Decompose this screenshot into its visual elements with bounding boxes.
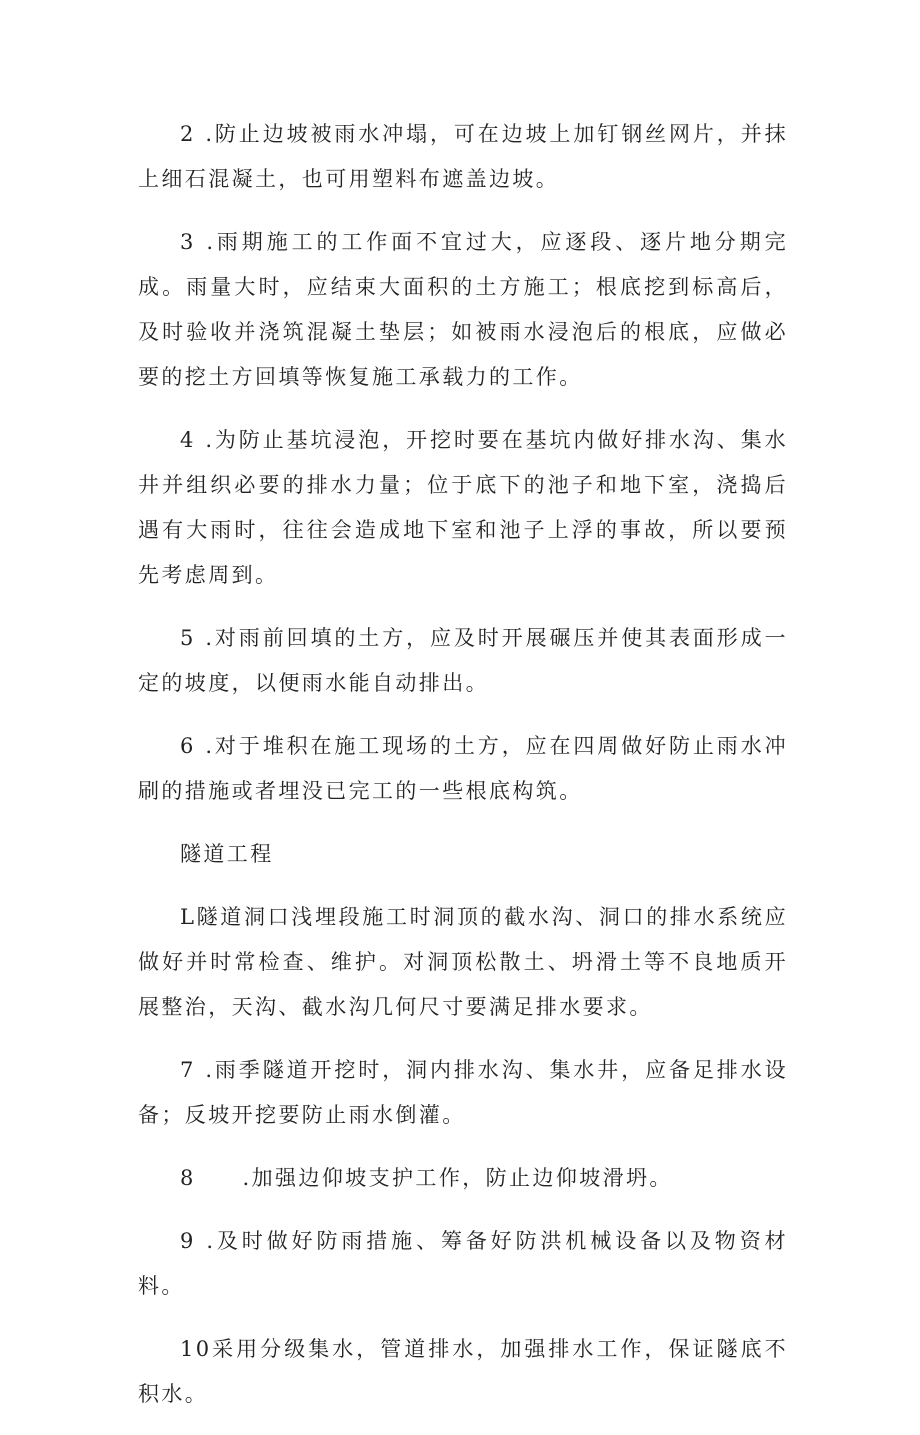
paragraph-item-3: 3 .雨期施工的工作面不宜过大，应逐段、逐片地分期完成。雨量大时，应结束大面积的土方施工；根底挖到标高后，及时验收并浇筑混凝土垫层；如被雨水浸泡后的根底，应做必要的挖土方回填等恢复施工承载力的工作。 (138, 230, 788, 389)
tunnel-paragraph-8: 8 .加强边仰坡支护工作，防止边仰坡滑坍。 (180, 1166, 673, 1190)
paragraph-item-5: 5 .对雨前回填的土方，应及时开展碾压并使其表面形成一定的坡度，以便雨水能自动排出。 (138, 626, 788, 695)
paragraph-item-2: 2 .防止边坡被雨水冲塌，可在边坡上加钉钢丝网片，并抹上细石混凝土，也可用塑料布遮盖边坡。 (138, 122, 788, 191)
tunnel-paragraph-9: 9 .及时做好防雨措施、筹备好防洪机械设备以及物资材料。 (138, 1229, 788, 1298)
paragraph-item-4: 4 .为防止基坑浸泡，开挖时要在基坑内做好排水沟、集水井并组织必要的排水力量；位于底下的池子和地下室，浇捣后遇有大雨时，往往会造成地下室和池子上浮的事故，所以要预先考虑周到。 (138, 428, 788, 587)
tunnel-paragraph-10: 10采用分级集水，管道排水，加强排水工作，保证隧底不积水。 (138, 1337, 788, 1406)
section-heading-tunnel: 隧道工程 (180, 842, 274, 866)
tunnel-paragraph-1: L隧道洞口浅埋段施工时洞顶的截水沟、洞口的排水系统应做好并时常检查、维护。对洞顶松散土、坍滑土等不良地质开展整治，天沟、截水沟几何尺寸要满足排水要求。 (138, 905, 788, 1019)
tunnel-paragraph-7: 7 .雨季隧道开挖时，洞内排水沟、集水井，应备足排水设备；反坡开挖要防止雨水倒灌。 (138, 1058, 788, 1127)
document-body (138, 112, 788, 1435)
paragraph-item-6: 6 .对于堆积在施工现场的土方，应在四周做好防止雨水冲刷的措施或者埋没已完工的一些根底构筑。 (138, 734, 788, 803)
